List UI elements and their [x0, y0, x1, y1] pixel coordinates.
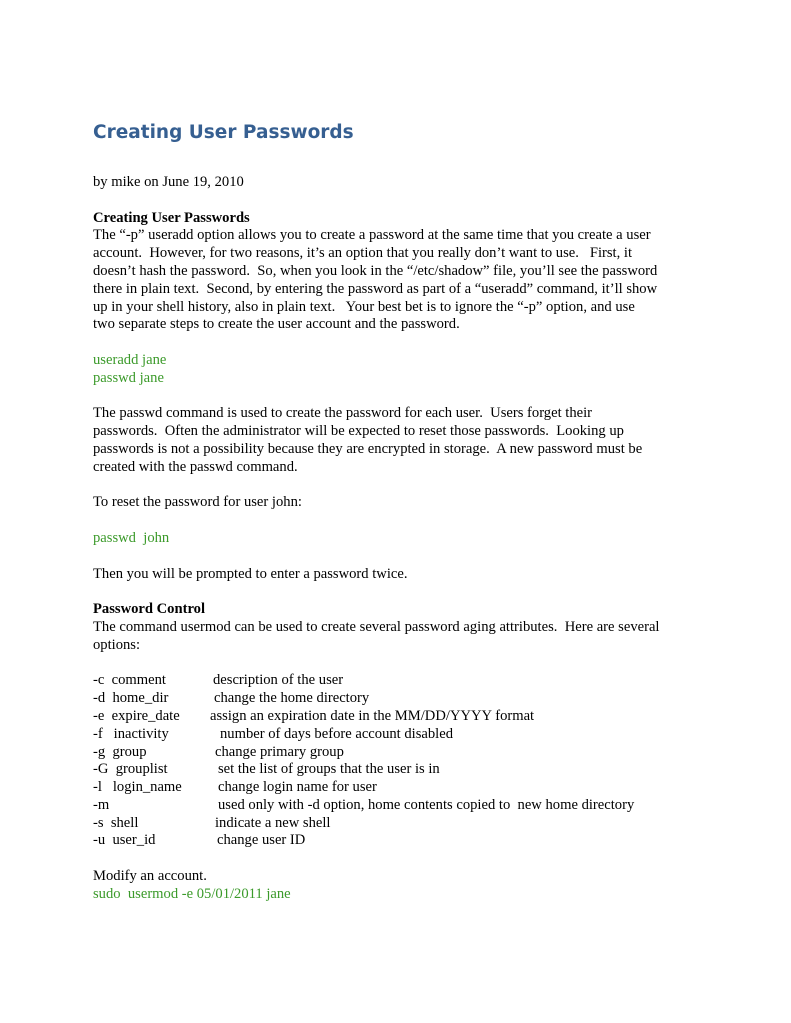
option-flag: -e expire_date	[93, 707, 180, 724]
code-line-useradd: useradd jane	[93, 351, 167, 368]
paragraph-useradd-p	[93, 227, 703, 334]
option-row	[93, 672, 703, 690]
paragraph-line: there in plain text. Second, by entering the password as part of a “useradd” command, it’ll show	[93, 280, 658, 297]
option-description: change the home directory	[214, 690, 370, 707]
paragraph-line: up in your shell history, also in plain text. Your best bet is to ignore the “-p” option, and use	[93, 298, 635, 315]
spacer	[93, 192, 703, 210]
reset-intro: To reset the password for user john:	[93, 494, 302, 511]
spacer	[93, 512, 703, 530]
page-title: Creating User Passwords	[93, 122, 354, 143]
byline: by mike on June 19, 2010	[93, 174, 244, 190]
option-flag: -s shell	[93, 814, 139, 831]
option-flag: -G grouplist	[93, 761, 168, 778]
option-description: description of the user	[213, 672, 344, 689]
option-description: used only with -d option, home contents copied to new home directory	[218, 796, 635, 813]
option-description: indicate a new shell	[215, 814, 331, 831]
option-row	[93, 726, 703, 744]
code-line-passwd-john: passwd john	[93, 529, 170, 546]
option-description: number of days before account disabled	[220, 725, 454, 742]
option-description: assign an expiration date in the MM/DD/YYYY format	[210, 707, 535, 724]
paragraph-line: options:	[93, 636, 141, 653]
paragraph-line: doesn’t hash the password. So, when you look in the “/etc/shadow” file, you’ll see the password	[93, 262, 658, 279]
option-row	[93, 744, 703, 762]
option-flag: -l login_name	[93, 779, 182, 796]
spacer	[93, 334, 703, 352]
usermod-options-list	[93, 672, 703, 850]
code-line-usermod: sudo usermod -e 05/01/2011 jane	[93, 885, 291, 902]
option-description: change user ID	[217, 832, 306, 849]
paragraph-line: account. However, for two reasons, it’s an option that you really don’t want to use. First, it	[93, 245, 633, 262]
paragraph-passwd-command	[93, 405, 703, 476]
option-flag: -u user_id	[93, 832, 156, 849]
option-flag: -c comment	[93, 672, 166, 689]
option-description: set the list of groups that the user is in	[218, 761, 440, 778]
section-heading-password-control: Password Control	[93, 601, 206, 618]
option-row	[93, 779, 703, 797]
option-flag: -d home_dir	[93, 690, 169, 707]
option-row	[93, 832, 703, 850]
spacer	[93, 583, 703, 601]
option-row	[93, 797, 703, 815]
option-description: change primary group	[215, 743, 344, 760]
spacer	[93, 548, 703, 566]
code-line-passwd: passwd jane	[93, 369, 164, 386]
paragraph-line: passwords is not a possibility because they are encrypted in storage. A new password must be	[93, 440, 643, 457]
option-description: change login name for user	[218, 779, 377, 796]
paragraph-line: passwords. Often the administrator will be expected to reset those passwords. Looking up	[93, 423, 624, 440]
option-row	[93, 761, 703, 779]
spacer	[93, 850, 703, 868]
section-heading-creating-passwords: Creating User Passwords	[93, 209, 250, 226]
option-flag: -g group	[93, 743, 147, 760]
option-row	[93, 690, 703, 708]
option-row	[93, 708, 703, 726]
option-flag: -f inactivity	[93, 725, 169, 742]
modify-note: Modify an account.	[93, 868, 207, 885]
paragraph-line: two separate steps to create the user account and the password.	[93, 316, 460, 333]
paragraph-line: The “-p” useradd option allows you to create a password at the same time that you create a user	[93, 227, 651, 244]
paragraph-usermod	[93, 619, 703, 655]
option-flag: -m	[93, 796, 110, 813]
paragraph-line: The command usermod can be used to create several password aging attributes. Here are several	[93, 618, 660, 635]
document-page	[93, 120, 703, 904]
spacer	[93, 388, 703, 406]
prompt-note: Then you will be prompted to enter a password twice.	[93, 565, 408, 582]
paragraph-line: created with the passwd command.	[93, 458, 298, 475]
spacer	[93, 655, 703, 673]
spacer	[93, 477, 703, 495]
option-row	[93, 815, 703, 833]
paragraph-line: The passwd command is used to create the password for each user. Users forget their	[93, 405, 593, 422]
